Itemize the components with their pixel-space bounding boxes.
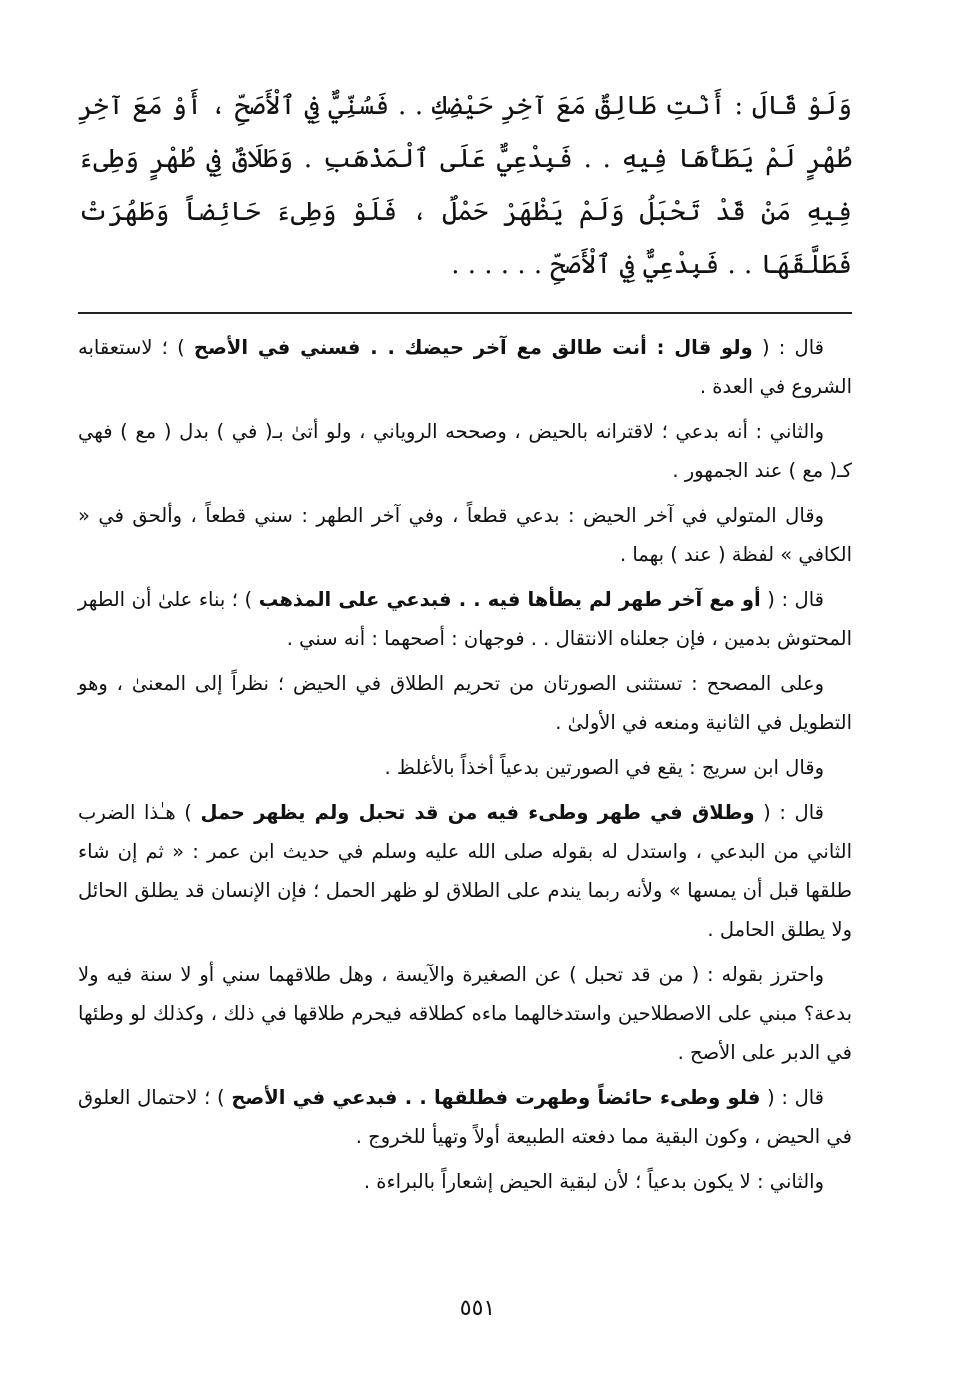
commentary	[78, 328, 852, 1201]
commentary-paragraph: والثاني : لا يكون بدعياً ؛ لأن لبقية الحيض إشعاراً بالبراءة .	[363, 1170, 824, 1193]
page-body	[78, 80, 852, 1207]
matn-text: وَلَوْ قَالَ : أَنْتِ طَالِقٌ مَعَ آخِرِ حَيْضِكِ . . فَسُنِّيٌّ فِي ٱلْأَصَحِّ ، أَوْ مَعَ آخِرِ طُهْرٍ لَمْ يَطَأْهَا فِيهِ . . فَبِدْعِيٌّ عَلَى ٱلْمَذْهَبِ . وَطَلَاقٌ فِي طُهْرٍ وَطِىءَ فِيهِ مَنْ قَدْ تَحْبَلُ وَلَمْ يَظْهَرْ حَمْلٌ ، فَلَوْ وَطِىءَ حَائِضاً وَطَهُرَتْ فَطَلَّقَهَا . . فَبِدْعِيٌّ فِي ٱلْأَصَحِّ . . . . . .	[78, 91, 852, 280]
commentary-paragraph: قال : ( وطلاق في طهر وطىء فيه من قد تحبل ولم يظهر حمل ) هـٰذا الضرب الثاني من البدعي ، واستدل له بقوله صلى الله عليه وسلم في حديث ابن عمر : « ثم إن شاء طلقها قبل أن يمسها » ولأنه ربما يندم على الطلاق لو ظهر الحمل ؛ فإن الإنسان قد يطلق الحائل ولا يطلق الحامل .	[78, 801, 852, 941]
commentary-paragraph: وعلى المصحح : تستثنى الصورتان من تحريم الطلاق في الحيض ؛ نظراً إلى المعنىٰ ، وهو التطويل في الثانية ومنعه في الأولىٰ .	[78, 672, 852, 734]
commentary-paragraph: قال : ( فلو وطىء حائضاً وطهرت فطلقها . . فبدعي في الأصح ) ؛ لاحتمال العلوق في الحيض ، وكون البقية مما دفعته الطبيعة أولاً وتهيأ للخروج .	[78, 1086, 852, 1148]
commentary-paragraph: واحترز بقوله : ( من قد تحبل ) عن الصغيرة والآيسة ، وهل طلاقهما سني أو لا سنة فيه ولا بدعة؟ مبني على الاصطلاحين واستدخالهما ماءه كطلاقه فيحرم طلاقها في ذلك ، وكذلك لو وطئها في الدبر على الأصح .	[78, 963, 852, 1064]
page-number: ٥٥١	[459, 1296, 496, 1321]
commentary-paragraph: والثاني : أنه بدعي ؛ لاقترانه بالحيض ، وصححه الروياني ، ولو أتىٰ بـ( في ) بدل ( مع ) فهي كـ( مع ) عند الجمهور .	[78, 420, 852, 482]
separator-rule	[78, 312, 852, 314]
commentary-paragraph: قال : ( ولو قال : أنت طالق مع آخر حيضك . . فسني في الأصح ) ؛ لاستعقابه الشروع في العدة .	[78, 336, 852, 398]
commentary-paragraph: وقال المتولي في آخر الحيض : بدعي قطعاً ، وفي آخر الطهر : سني قطعاً ، وألحق في « الكافي » لفظة ( عند ) بهما .	[78, 504, 852, 566]
commentary-paragraph: وقال ابن سريج : يقع في الصورتين بدعياً أخذاً بالأغلظ .	[384, 756, 824, 779]
commentary-paragraph: قال : ( أو مع آخر طهر لم يطأها فيه . . فبدعي على المذهب ) ؛ بناء علىٰ أن الطهر المحتوش بدمين ، فإن جعلناه الانتقال . . فوجهان : أصحهما : أنه سني .	[78, 588, 852, 650]
